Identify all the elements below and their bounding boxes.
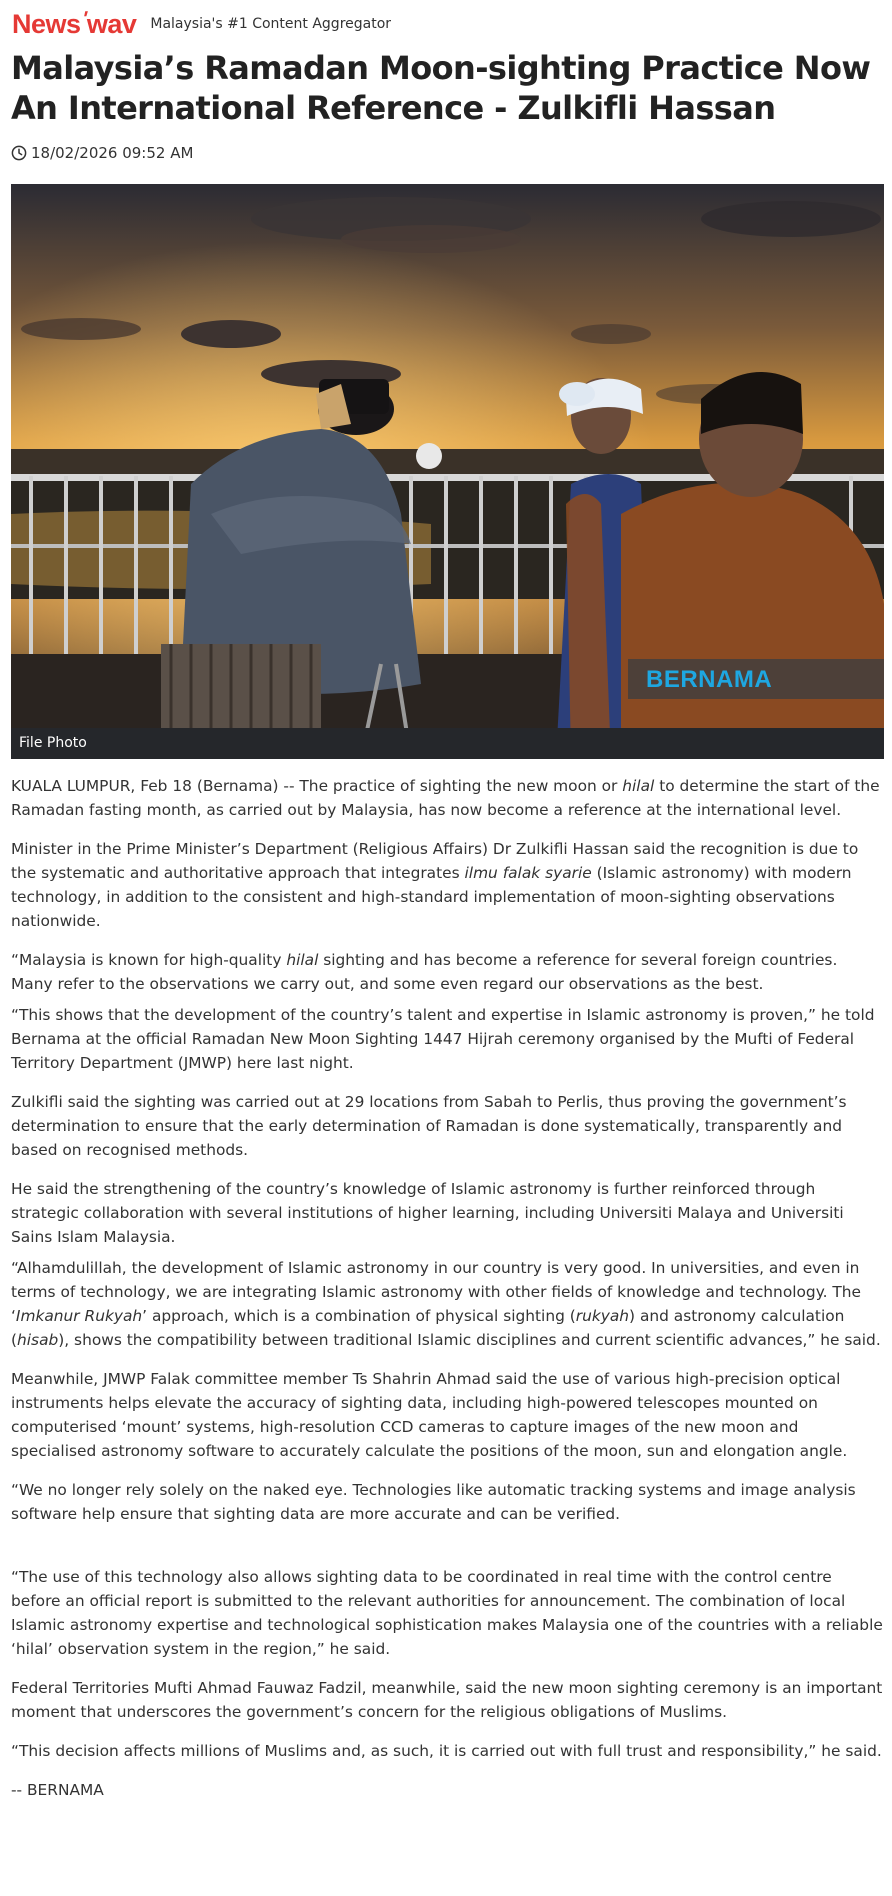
article-paragraph: He said the strengthening of the country’s knowledge of Islamic astronomy is further reinforced through strategic collaboration with several institutions of higher learning, including Universiti Malaya and Universiti Sains Islam Malaysia. (11, 1180, 844, 1246)
logo-text-news: News (12, 8, 81, 39)
bernama-watermark (628, 659, 884, 699)
hero-image (11, 184, 884, 759)
clock-icon (11, 145, 27, 161)
article-date-row (11, 144, 193, 162)
site-header (12, 6, 391, 42)
article-paragraph: KUALA LUMPUR, Feb 18 (Bernama) -- The practice of sighting the new moon or hilal to determine the start of the Ramadan fasting month, as carried out by Malaysia, has now become a reference at the international level. (11, 777, 880, 819)
article-title: Malaysia’s Ramadan Moon-sighting Practice Now An International Reference - Zulkifli Hassan (11, 49, 871, 127)
image-caption-text: File Photo (19, 735, 87, 751)
article-paragraph: Zulkifli said the sighting was carried out at 29 locations from Sabah to Perlis, thus proving the government’s determination to ensure that the early determination of Ramadan is done systematically, transparently and based on recognised methods. (11, 1093, 847, 1159)
article-signoff: -- BERNAMA (11, 1781, 104, 1799)
article-paragraph: Minister in the Prime Minister’s Department (Religious Affairs) Dr Zulkifli Hassan said the recognition is due to the systematic and authoritative approach that integrates ilmu falak syarie (Islamic astronomy) with modern technology, in addition to the consistent and high-standard implementation of moon-sighting observations nationwide. (11, 840, 859, 930)
newswav-logo[interactable] (12, 9, 136, 40)
article-paragraph: “Alhamdulillah, the development of Islamic astronomy in our country is very good. In universities, and even in terms of technology, we are integrating Islamic astronomy with other fields of knowledge and technology. The ‘Imkanur Rukyah’ approach, which is a combination of physical sighting (rukyah) and astronomy calculation (hisab), shows the compatibility between traditional Islamic disciplines and current scientific advances,” he said. (11, 1259, 881, 1349)
logo-mark: ' (78, 7, 89, 30)
article-date: 18/02/2026 09:52 AM (31, 144, 194, 162)
logo-text-wav: wav (86, 8, 137, 39)
article-body (11, 774, 883, 1802)
article-paragraph: “Malaysia is known for high-quality hilal sighting and has become a reference for several foreign countries. Many refer to the observations we carry out, and some even regard our observations as the best. (11, 951, 838, 993)
watermark-text: BERNAMA (646, 666, 773, 693)
site-tagline: Malaysia's #1 Content Aggregator (150, 16, 392, 32)
article-paragraph: Meanwhile, JMWP Falak committee member Ts Shahrin Ahmad said the use of various high-precision optical instruments helps elevate the accuracy of sighting data, including high-powered telescopes mounted on computerised ‘mount’ systems, high-resolution CCD cameras to capture images of the new moon and specialised astronomy software to accurately calculate the positions of the moon, sun and elongation angle. (11, 1370, 848, 1460)
article-paragraph: “This shows that the development of the country’s talent and expertise in Islamic astronomy is proven,” he told Bernama at the official Ramadan New Moon Sighting 1447 Hijrah ceremony organised by the Mufti of Federal Territory Department (JMWP) here last night. (11, 1006, 875, 1072)
article-paragraph: “This decision affects millions of Muslims and, as such, it is carried out with full trust and responsibility,” he said. (11, 1742, 882, 1760)
image-caption (11, 728, 884, 759)
article-paragraph: “The use of this technology also allows sighting data to be coordinated in real time with the control centre before an official report is submitted to the relevant authorities for announcement. The combination of local Islamic astronomy expertise and technological sophistication makes Malaysia one of the countries with a reliable ‘hilal’ observation system in the region,” he said. (11, 1568, 883, 1658)
article-paragraph: “We no longer rely solely on the naked eye. Technologies like automatic tracking systems and image analysis software help ensure that sighting data are more accurate and can be verified. (11, 1481, 856, 1523)
article-paragraph: Federal Territories Mufti Ahmad Fauwaz Fadzil, meanwhile, said the new moon sighting ceremony is an important moment that underscores the government’s concern for the religious obligations of Muslims. (11, 1679, 883, 1721)
